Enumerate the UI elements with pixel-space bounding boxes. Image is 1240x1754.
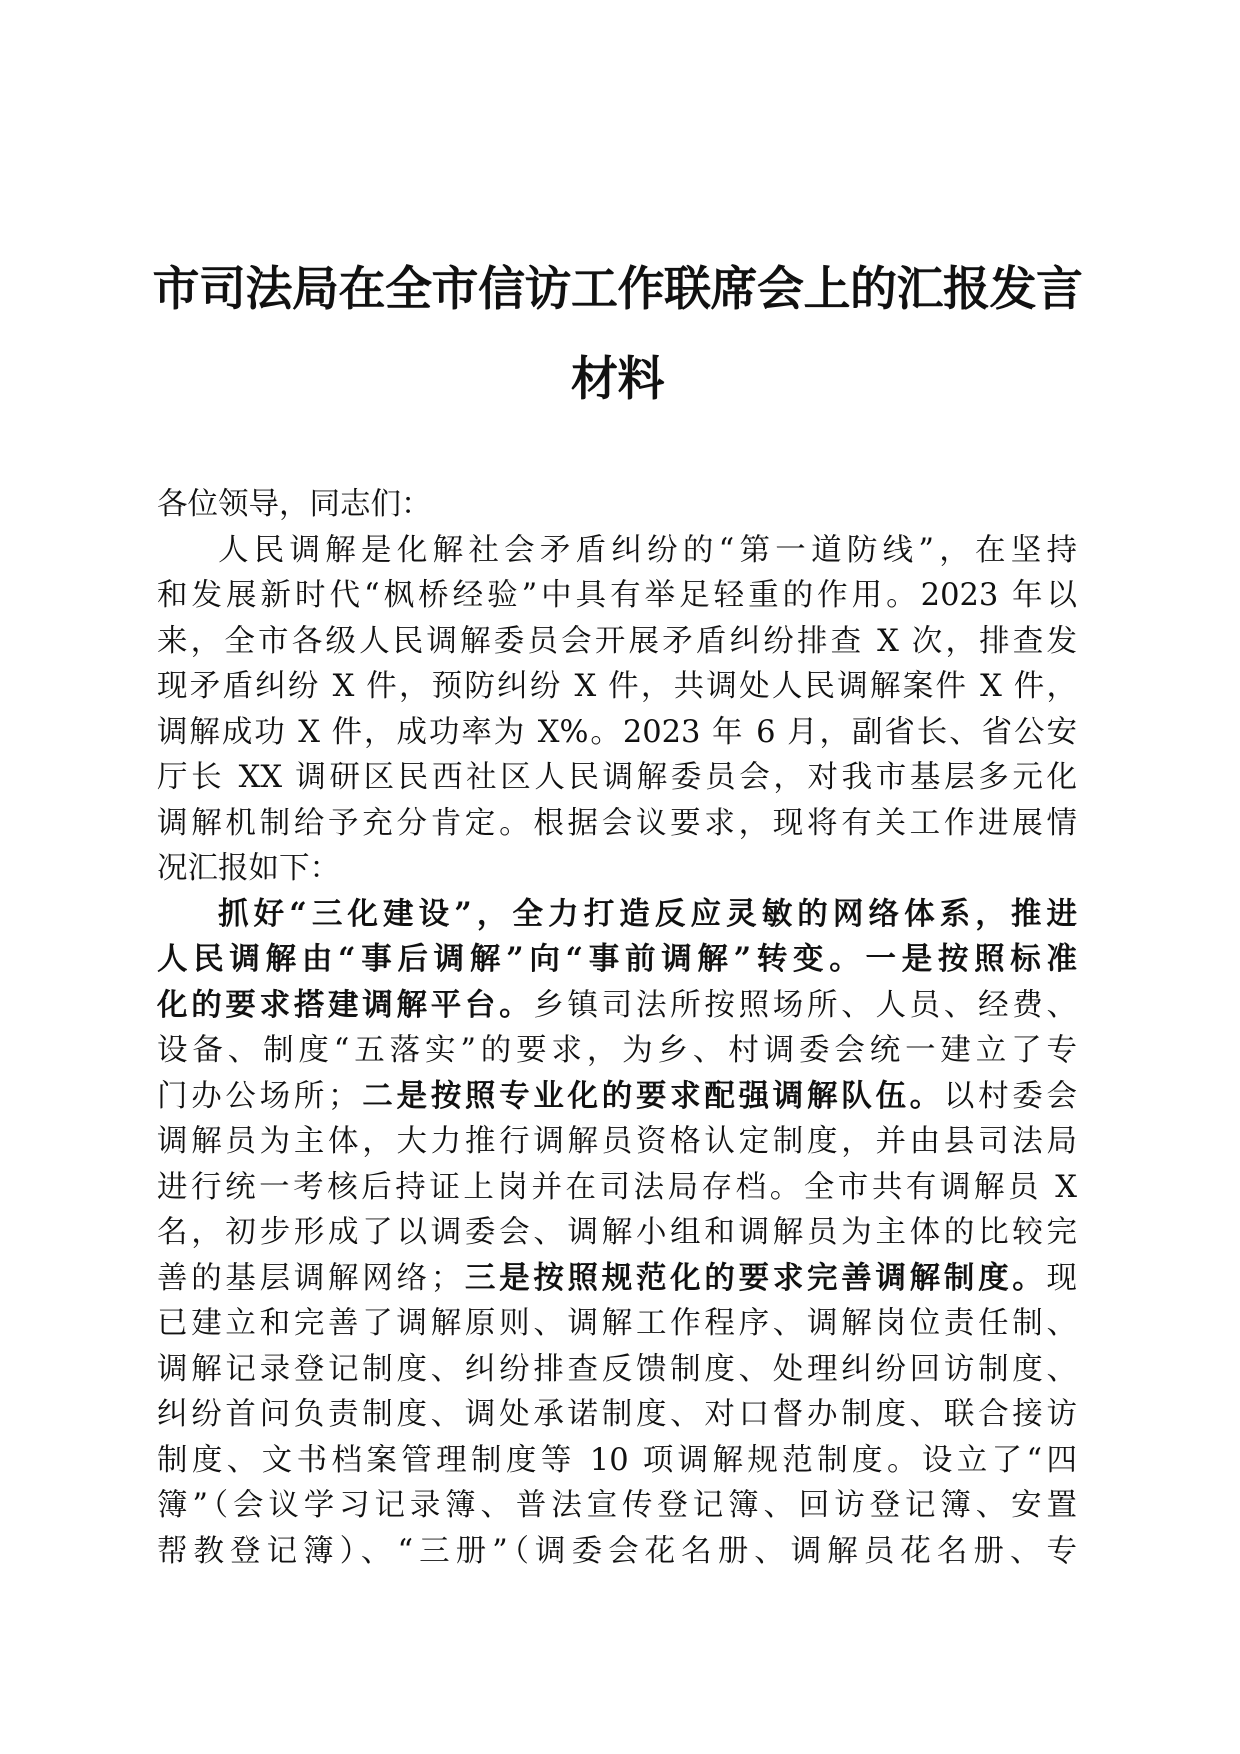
paragraph-1-line-1: 人民调解是化解社会矛盾纠纷的“第一道防线”，在坚持 bbox=[218, 532, 1077, 568]
paragraph-1-line-8: 况汇报如下： bbox=[157, 851, 340, 886]
paragraph-text: 以村委会 bbox=[943, 1078, 1077, 1114]
paragraph-1-line-4: 现矛盾纠纷 X 件，预防纠纷 X 件，共调处人民调解案件 X 件， bbox=[157, 669, 1077, 704]
paragraph-2-line-13: 制度、文书档案管理制度等 10 项调解规范制度。设立了“四 bbox=[157, 1442, 1077, 1478]
paragraph-2-line-1: 抓好“三化建设”，全力打造反应灵敏的网络体系，推进 bbox=[218, 895, 1077, 932]
paragraph-2-line-9 bbox=[157, 1256, 1077, 1302]
paragraph-2-line-11: 调解记录登记制度、纠纷排查反馈制度、处理纠纷回访制度、 bbox=[157, 1351, 1077, 1387]
paragraph-2-line-14: 簿”（会议学习记录簿、普法宣传登记簿、回访登记簿、安置 bbox=[157, 1488, 1077, 1523]
bold-heading-three: 三是按照规范化的要求完善调解制度。 bbox=[461, 1259, 1047, 1296]
paragraph-2-line-10: 已建立和完善了调解原则、调解工作程序、调解岗位责任制、 bbox=[157, 1306, 1077, 1341]
paragraph-text: 现 bbox=[1046, 1260, 1077, 1296]
document-title-line-1: 市司法局在全市信访工作联席会上的汇报发言 bbox=[152, 262, 1083, 317]
document-body bbox=[157, 482, 1077, 1574]
greeting: 各位领导，同志们： bbox=[157, 487, 432, 522]
paragraph-2-line-6: 调解员为主体，大力推行调解员资格认定制度，并由县司法局 bbox=[157, 1124, 1077, 1159]
paragraph-1-line-7: 调解机制给予充分肯定。根据会议要求，现将有关工作进展情 bbox=[157, 805, 1077, 841]
paragraph-2-line-4: 设备、制度“五落实”的要求，为乡、村调委会统一建立了专 bbox=[157, 1033, 1077, 1068]
bold-heading-two: 二是按照专业化的要求配强调解队伍。 bbox=[358, 1077, 944, 1114]
document-title-line-2: 材料 bbox=[571, 352, 664, 407]
paragraph-2-line-5 bbox=[157, 1074, 1077, 1120]
paragraph-text: 善的基层调解网络； bbox=[157, 1260, 462, 1296]
paragraph-1-line-6: 厅长 XX 调研区民西社区人民调解委员会，对我市基层多元化 bbox=[157, 760, 1077, 795]
paragraph-text: 门办公场所； bbox=[157, 1078, 359, 1114]
paragraph-2-line-12: 纠纷首问负责制度、调处承诺制度、对口督办制度、联合接访 bbox=[157, 1397, 1077, 1432]
paragraph-2-line-15: 帮教登记簿）、“三册”（调委会花名册、调解员花名册、专 bbox=[157, 1533, 1077, 1569]
paragraph-1-line-2: 和发展新时代“枫桥经验”中具有举足轻重的作用。2023 年以 bbox=[157, 578, 1077, 613]
paragraph-text: 乡镇司法所按照场所、人员、经费、 bbox=[533, 987, 1077, 1023]
bold-heading-one: 化的要求搭建调解平台。 bbox=[157, 986, 534, 1023]
paragraph-1-line-5: 调解成功 X 件，成功率为 X%。2023 年 6 月，副省长、省公安 bbox=[157, 714, 1077, 750]
paragraph-2-line-8: 名，初步形成了以调委会、调解小组和调解员为主体的比较完 bbox=[157, 1215, 1077, 1250]
paragraph-1-line-3: 来，全市各级人民调解委员会开展矛盾纠纷排查 X 次，排查发 bbox=[157, 623, 1077, 659]
paragraph-2-line-2: 人民调解由“事后调解”向“事前调解”转变。一是按照标准 bbox=[157, 941, 1077, 977]
paragraph-2-line-7: 进行统一考核后持证上岗并在司法局存档。全市共有调解员 X bbox=[157, 1169, 1077, 1205]
paragraph-2-line-3 bbox=[157, 983, 1077, 1029]
